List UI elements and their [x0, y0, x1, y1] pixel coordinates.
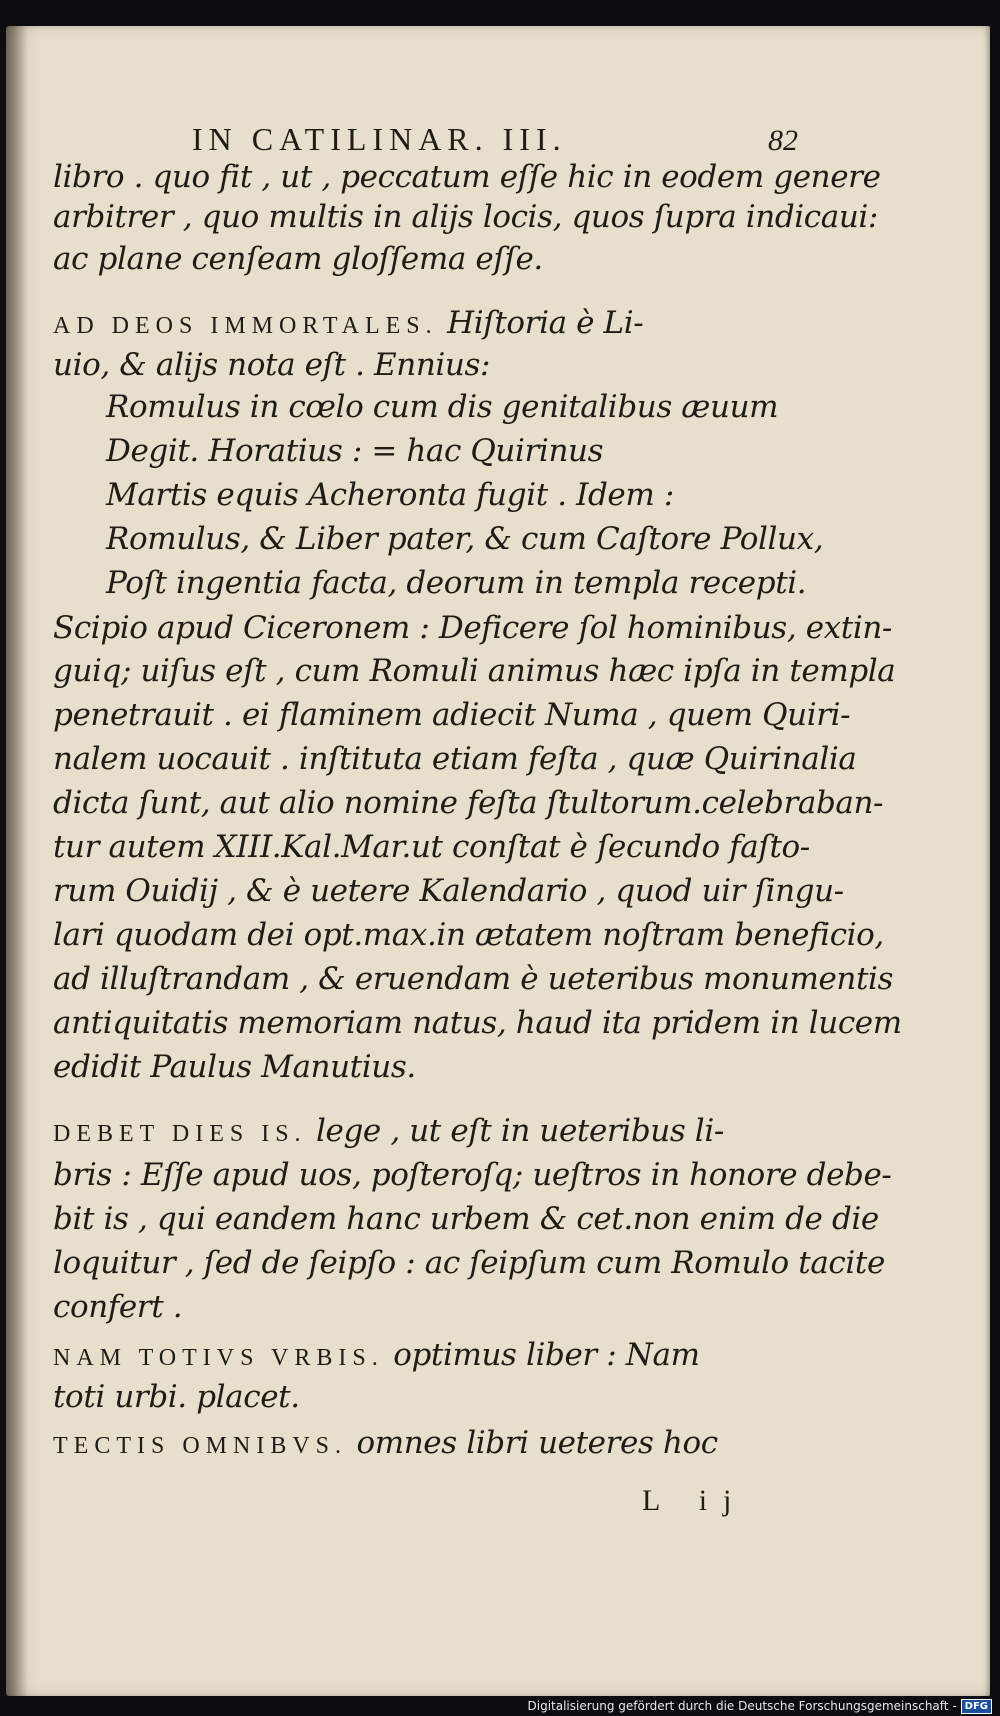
digitization-credit	[528, 1696, 993, 1716]
dfg-logo-icon: DFG	[961, 1699, 992, 1714]
credit-text: Digitalisierung gefördert durch die Deutsche Forschungsgemeinschaft -	[527, 1699, 957, 1713]
text-run: lege , ut eſt in ueteribus li-	[316, 1113, 724, 1149]
text-line: penetrauit . ei flaminem adiecit Numa , quem Quiri-	[53, 697, 851, 733]
text-line	[53, 1337, 920, 1373]
text-line: libro . quo fit , ut , peccatum eſſe hic in eodem genere	[53, 159, 881, 195]
text-run: optimus liber : Nam	[393, 1337, 700, 1373]
text-line: toti urbi. placet.	[53, 1379, 300, 1415]
lemma: DEBET DIES IS.	[53, 1121, 307, 1147]
verse-line: Romulus, & Liber pater, & cum Caſtore Pollux,	[106, 521, 824, 557]
text-line: rum Ouidij , & è uetere Kalendario , quod uir ſingu-	[53, 873, 844, 909]
text-line: guiq; uiſus eſt , cum Romuli animus hæc ipſa in templa	[53, 653, 896, 689]
folio-number: 82	[768, 124, 798, 157]
text-line: nalem uocauit . inſtituta etiam feſta , quæ Quirinalia	[53, 741, 857, 777]
text-line: tur autem XIII.Kal.Mar.ut conſtat è ſecundo faſto-	[53, 829, 810, 865]
verse-line: Martis equis Acheronta fugit . Idem :	[106, 477, 674, 513]
text-run: omnes libri ueteres hoc	[356, 1425, 718, 1461]
lemma: TECTIS OMNIBVS.	[53, 1433, 348, 1459]
text-line: lari quodam dei opt.max.in ætatem noſtram beneficio,	[53, 917, 884, 953]
book-page	[6, 26, 990, 1696]
verse-line: Poſt ingentia facta, deorum in templa recepti.	[106, 565, 807, 601]
text-line: ac plane cenſeam gloſſema eſſe.	[53, 241, 543, 277]
running-head: IN CATILINAR. III.	[192, 121, 567, 157]
verse-line: Degit. Horatius : = hac Quirinus	[106, 433, 604, 469]
text-line: bris : Eſſe apud uos, poſteroſq; ueſtros in honore debe-	[53, 1157, 892, 1193]
lemma: AD DEOS IMMORTALES.	[53, 313, 438, 339]
text-line: dicta ſunt, aut alio nomine feſta ſtultorum.celebraban-	[53, 785, 884, 821]
text-line	[53, 305, 920, 341]
text-line: uio, & alijs nota eſt . Ennius:	[53, 347, 491, 383]
text-line	[53, 1425, 920, 1461]
verse-line: Romulus in cœlo cum dis genitalibus æuum	[106, 389, 779, 425]
signature-mark: L ij	[642, 1484, 748, 1517]
lemma: NAM TOTIVS VRBIS.	[53, 1345, 384, 1371]
text-line	[53, 1113, 920, 1149]
text-line: Scipio apud Ciceronem : Deficere ſol hominibus, extin-	[53, 610, 892, 646]
text-line: loquitur , ſed de ſeipſo : ac ſeipſum cum Romulo tacite	[53, 1245, 885, 1281]
text-run: Hiſtoria è Li-	[447, 305, 644, 341]
text-line: ad illuſtrandam , & eruendam è ueteribus monumentis	[53, 961, 894, 997]
text-line: confert .	[53, 1289, 183, 1325]
text-line: edidit Paulus Manutius.	[53, 1049, 416, 1085]
text-line: bit is , qui eandem hanc urbem & cet.non enim de die	[53, 1201, 879, 1237]
text-line: antiquitatis memoriam natus, haud ita pridem in lucem	[53, 1005, 902, 1041]
text-line: arbitrer , quo multis in alijs locis, quos ſupra indicaui:	[53, 199, 878, 235]
